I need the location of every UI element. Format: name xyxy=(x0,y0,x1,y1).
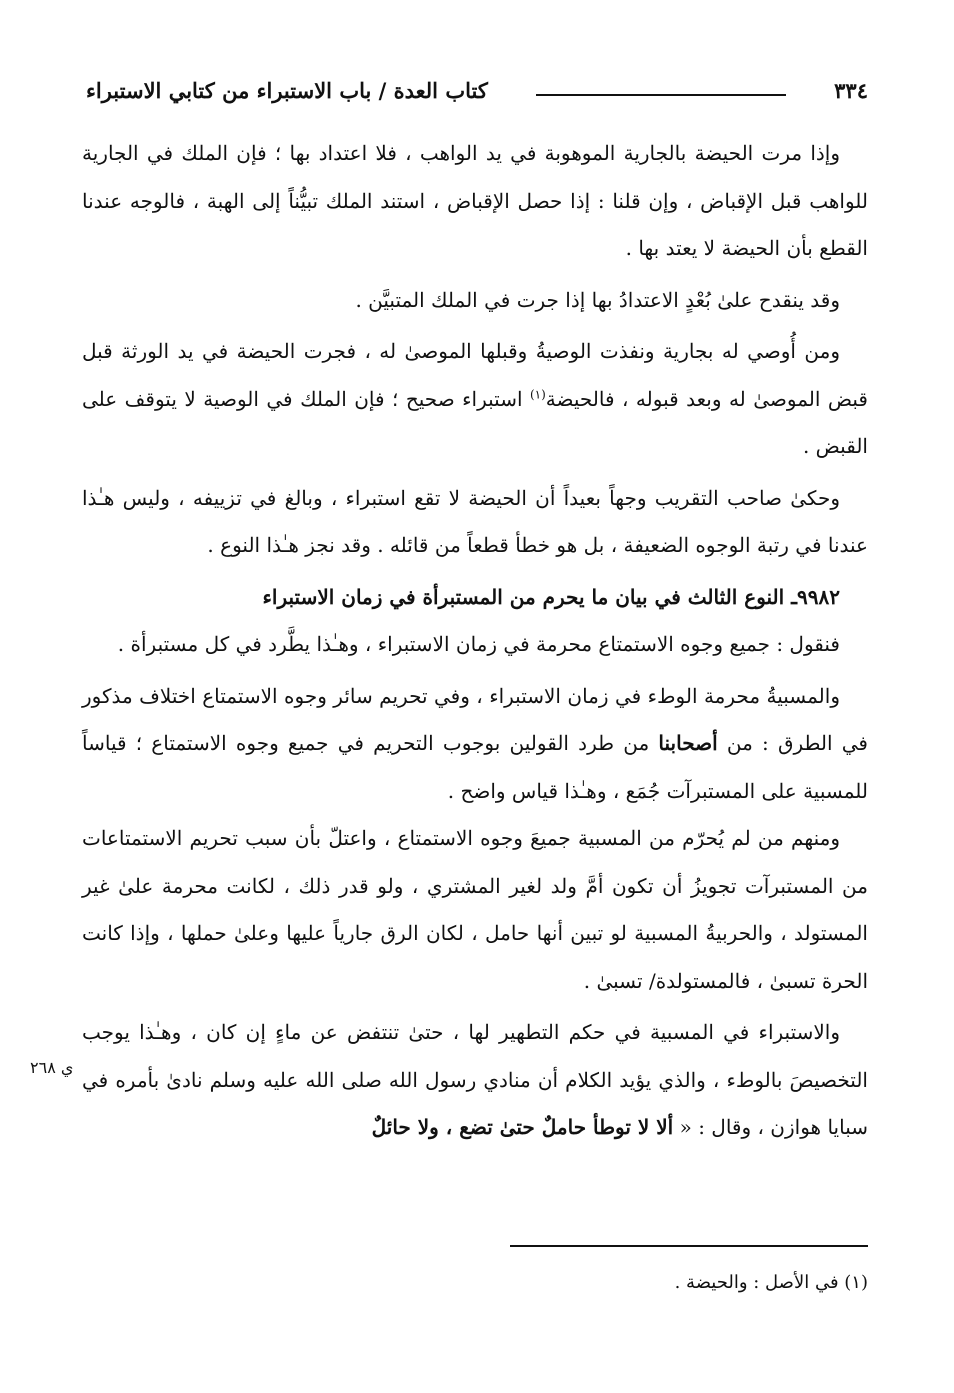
margin-note: ي ٢٦٨ xyxy=(30,1058,74,1077)
paragraph-5: فنقول : جميع وجوه الاستمتاع محرمة في زمان الاستبراء ، وهـٰذا يطَّرد في كل مستبرأة . xyxy=(117,632,840,656)
paragraph-6-bold: أصحابنا xyxy=(658,731,718,755)
paragraph-6-text-a: والمسبيةُ محرمة الوطء في زمان الاستبراء ، وفي تحريم سائر وجوه الاستمتاع اختلاف مذكور في الطرق : من xyxy=(82,683,868,755)
paragraph-6 xyxy=(82,673,868,816)
footnote-rule xyxy=(510,1245,868,1247)
paragraph-4: وحكىٰ صاحب التقريب وجهاً بعيداً أن الحيضة لا تقع استبراء ، وبالغ في تزييفه ، وليس هـٰذا عندنا في رتبة الوجوه الضعيفة ، بل هو خطأ قطعاً من قائله . وقد نجز هـٰذا النوع . xyxy=(82,485,868,557)
footnote: (١) في الأصل : والحيضة . xyxy=(674,1272,868,1293)
page-number: ٣٣٤ xyxy=(834,78,868,103)
paragraph-2: وقد ينقدح علىٰ بُعْدٍ الاعتدادُ بها إذا جرت في الملك المتبيَّن . xyxy=(355,287,840,312)
paragraph-6-text-b: من طرد القولين بوجوب التحريم في جميع وجوه الاستمتاع ؛ قياساً للمسبية على المستبرآت جُمَع ، وهـٰذا قياس واضح . xyxy=(82,731,868,803)
footnote-reference[interactable]: (١) xyxy=(529,386,546,401)
paragraph-8-hadith-bold: ألا لا توطأ حاملٌ حتىٰ تضع ، ولا حائلٌ xyxy=(371,1115,674,1139)
paragraph-3 xyxy=(82,328,868,471)
paragraph-8 xyxy=(82,1009,868,1152)
paragraph-7: ومنهم من لم يُحرّم من المسبية جميعَ وجوه الاستمتاع ، واعتلّ بأن سبب تحريم الاستمتاعات من المستبرآت تجويزُ أن تكون أمَّ ولد لغير المشتري ، ولو قدر ذلك ، لكانت محرمة علىٰ غير المستولد ، والحربيةُ المسبية لو تبين أنها حامل ، لكان الرق جارياً عليها وعلىٰ حملها ، وإذا كانت الحرة تسبىٰ ، فالمستولدة/ تسبىٰ . xyxy=(82,826,868,993)
paragraph-3-text-a: ومن أُوصي له بجارية ونفذت الوصيةُ وقبلها الموصىٰ له ، فجرت الحيضة في يد الورثة قبل قبض الموصىٰ له وبعد قبوله ، فالحيضة xyxy=(82,339,868,411)
section-heading: ٩٩٨٢ـ النوع الثالث في بيان ما يحرم من المستبرأة في زمان الاستبراء xyxy=(262,584,840,609)
running-title: كتاب العدة / باب الاستبراء من كتابي الاستبراء xyxy=(86,78,488,103)
paragraph-3-text-b: استبراء صحيح ؛ فإن الملك في الوصية لا يتوقف على القبض . xyxy=(82,386,868,458)
header-rule xyxy=(536,94,786,96)
running-header xyxy=(86,78,868,118)
paragraph-8-text-a: والاستبراء في المسبية في حكم التطهير لها ، حتىٰ تنتفض عن ماءٍ إن كان ، وهـٰذا يوجب التخصيصَ بالوطء ، والذي يؤيد الكلام أن منادي رسول الله صلى الله عليه وسلم نادىٰ بأمره في سبايا هوازن ، وقال : « xyxy=(82,1020,868,1139)
paragraph-1: وإذا مرت الحيضة بالجارية الموهوبة في يد الواهب ، فلا اعتداد بها ؛ فإن الملك في الجارية للواهب قبل الإقباض ، وإن قلنا : إذا حصل الإقباض ، استند الملك تبيُّناً إلى الهبة ، فالوجه عندنا القطع بأن الحيضة لا يعتد بها . xyxy=(82,141,868,260)
body-text xyxy=(82,130,868,1152)
